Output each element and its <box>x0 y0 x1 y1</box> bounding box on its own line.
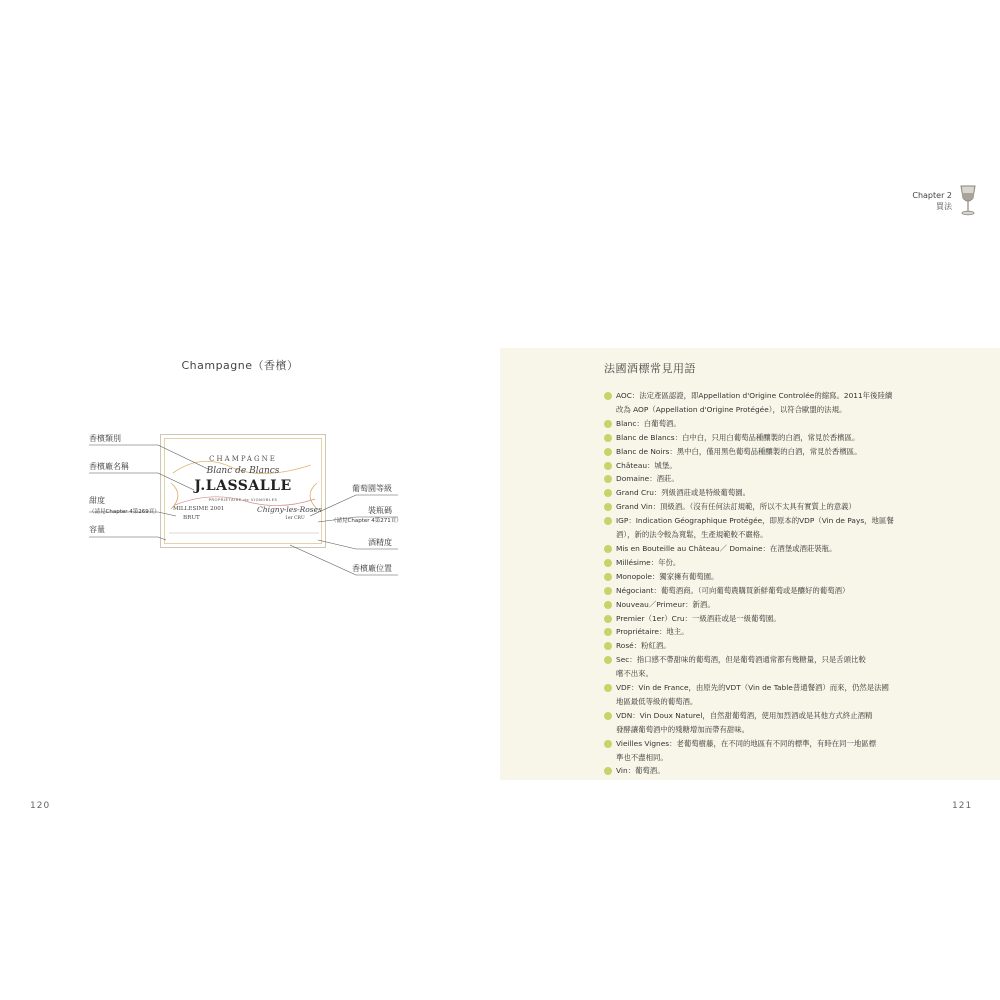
glossary-item <box>604 445 922 459</box>
bullet-dot-icon <box>604 420 612 428</box>
glossary-item <box>604 681 922 695</box>
callout-volume: 容量 <box>89 525 105 534</box>
callout-location: 香檳廠位置 <box>352 564 392 573</box>
glossary-item-text: Sec：指口感不帶甜味的葡萄酒，但是葡萄酒通常都有幾糖量，只是舌頭比較 <box>616 655 866 665</box>
glossary-item <box>604 431 922 445</box>
glossary-item <box>604 459 922 473</box>
bullet-dot-icon <box>604 642 612 650</box>
glossary-item-text: Monopole：獨家擁有葡萄園。 <box>616 571 719 581</box>
bullet-dot-icon <box>604 573 612 581</box>
glossary-item-text: AOC：法定產區認證，即Appellation d'Origine Controlée的縮寫。2011年後陸續 <box>616 391 893 400</box>
glossary-item-text: 酒），新的法令較為寬鬆，生產規範較不嚴格。 <box>616 530 768 540</box>
bullet-dot-icon <box>604 684 612 692</box>
bullet-dot-icon <box>604 712 612 720</box>
glossary-item-text: 改為 AOP（Appellation d'Origine Protégée），以符合歐盟的法規。 <box>616 404 847 414</box>
bullet-dot-icon <box>604 559 612 567</box>
glossary-item-text: Mis en Bouteille au Château／ Domaine：在酒堡或酒莊裝瓶。 <box>616 543 837 553</box>
glossary-item-text: Blanc de Blancs：白中白，只用白葡萄品種釀製的白酒，常見於香檳區。 <box>616 432 860 442</box>
callout-bottling-note: （請見Chapter 4第271頁） <box>331 518 402 524</box>
bullet-dot-icon <box>604 587 612 595</box>
glossary-item <box>604 584 922 598</box>
glossary-item-text: IGP：Indication Géographique Protégée，即原本的VDP（Vin de Pays，地區餐 <box>616 516 894 526</box>
bullet-dot-icon <box>604 462 612 470</box>
bullet-dot-icon <box>604 434 612 442</box>
glossary-item-text: Vieilles Vignes：老葡萄樹藤，在不同的地區有不同的標準，有時在同一地區標 <box>616 738 877 748</box>
glossary-list <box>604 389 922 778</box>
glossary-item-text: 準也不盡相同。 <box>616 752 668 762</box>
glossary-item-text: Château：城堡。 <box>616 460 677 470</box>
bullet-dot-icon <box>604 601 612 609</box>
glossary-item-text: 地區最低等級的葡萄酒。 <box>616 696 698 706</box>
glossary-item <box>604 417 922 431</box>
label-proprietaire: PROPRIÉTAIRE de VIGNOBLES <box>208 497 278 502</box>
callout-sweetness: 甜度 <box>89 496 105 505</box>
glossary-item-text: Propriétaire：地主。 <box>616 627 689 637</box>
glossary-item <box>604 723 922 737</box>
callout-alcohol: 酒精度 <box>368 538 392 547</box>
glossary-item-text: Millésime：年份。 <box>616 557 681 567</box>
left-page-title: Champagne（香檳） <box>181 359 299 372</box>
glossary-item-text: Grand Vin：頂級酒。（沒有任何法訂規範，所以不太具有實質上的意義） <box>616 502 856 512</box>
glossary-title: 法國酒標常見用語 <box>604 362 696 375</box>
callout-champagne-category: 香檳類別 <box>89 434 121 443</box>
bullet-dot-icon <box>604 392 612 400</box>
label-millesime: MILLESIME 2001 <box>173 506 225 512</box>
glossary-item <box>604 737 922 751</box>
callout-sweetness-note: （請見Chapter 4第269頁） <box>89 509 160 515</box>
bullet-dot-icon <box>604 545 612 553</box>
label-producer: J.LASSALLE <box>194 478 292 494</box>
glossary-item-text: Blanc de Noirs：黑中白，僅用黑色葡萄品種釀製的白酒，常見於香檳區。 <box>616 446 862 456</box>
callout-bottling-code: 裝瓶碼 <box>368 506 392 515</box>
callout-vineyard-classification: 葡萄園等級 <box>352 484 392 493</box>
bullet-dot-icon <box>604 503 612 511</box>
label-champagne: CHAMPAGNE <box>209 455 277 463</box>
glossary-item-text: VDN：Vin Doux Naturel，自然甜葡萄酒，使用加烈酒或是其他方式終止酒精 <box>616 710 873 720</box>
glossary-item <box>604 751 922 765</box>
glossary-item <box>604 653 922 667</box>
glossary-item <box>604 695 922 709</box>
glossary-item-text: Nouveau／Primeur：新酒。 <box>616 599 715 609</box>
glossary-item <box>604 500 922 514</box>
glossary-item <box>604 556 922 570</box>
bullet-dot-icon <box>604 615 612 623</box>
label-blanc-de-blancs: Blanc de Blancs <box>206 466 280 476</box>
callout-producer-name: 香檳廠名稱 <box>89 462 129 471</box>
page-number-right: 121 <box>952 801 973 811</box>
bullet-dot-icon <box>604 489 612 497</box>
glossary-item <box>604 389 922 403</box>
glossary-item-text: Blanc：白葡萄酒。 <box>616 418 681 428</box>
glossary-item <box>604 639 922 653</box>
bullet-dot-icon <box>604 656 612 664</box>
glossary-item <box>604 472 922 486</box>
glossary-item-text: 發酵讓葡萄酒中的殘糖增加而帶有甜味。 <box>616 724 750 734</box>
glossary-item-text: Domaine：酒莊。 <box>616 474 679 484</box>
bullet-dot-icon <box>604 448 612 456</box>
glossary-item-text: Vin：葡萄酒。 <box>616 766 665 776</box>
glossary-item <box>604 612 922 626</box>
glossary-item-text: 嚐不出來。 <box>616 669 653 679</box>
glossary-item-text: Grand Cru：列級酒莊或是特級葡萄園。 <box>616 488 750 498</box>
glossary-item <box>604 598 922 612</box>
glossary-item <box>604 486 922 500</box>
glossary-item <box>604 625 922 639</box>
bullet-dot-icon <box>604 767 612 775</box>
glossary-item <box>604 570 922 584</box>
glossary-item-text: Premier（1er）Cru：一級酒莊或是一級葡萄園。 <box>616 613 781 623</box>
glossary-item <box>604 542 922 556</box>
bullet-dot-icon <box>604 628 612 636</box>
bullet-dot-icon <box>604 517 612 525</box>
glossary-item <box>604 667 922 681</box>
glossary-item-text: Rosé：粉紅酒。 <box>616 641 671 651</box>
label-brut: BRUT <box>183 515 200 521</box>
bullet-dot-icon <box>604 475 612 483</box>
glossary-item <box>604 764 922 778</box>
glossary-item <box>604 514 922 528</box>
bullet-dot-icon <box>604 740 612 748</box>
label-village: Chigny-les-Roses <box>257 505 322 514</box>
glossary-item <box>604 709 922 723</box>
glossary-item-text: Négociant：葡萄酒商。（可向葡萄農購買新鮮葡萄或是釀好的葡萄酒） <box>616 585 850 595</box>
page-number-left: 120 <box>30 801 51 811</box>
chapter-section: 買法 <box>936 202 952 211</box>
glossary-item <box>604 528 922 542</box>
glossary-item <box>604 403 922 417</box>
label-cru: 1er CRU <box>285 516 305 521</box>
glossary-item-text: VDF：Vin de France，由原先的VDT（Vin de Table普通餐酒）而來，仍然是法國 <box>616 683 889 693</box>
chapter-title: Chapter 2 <box>912 191 952 200</box>
